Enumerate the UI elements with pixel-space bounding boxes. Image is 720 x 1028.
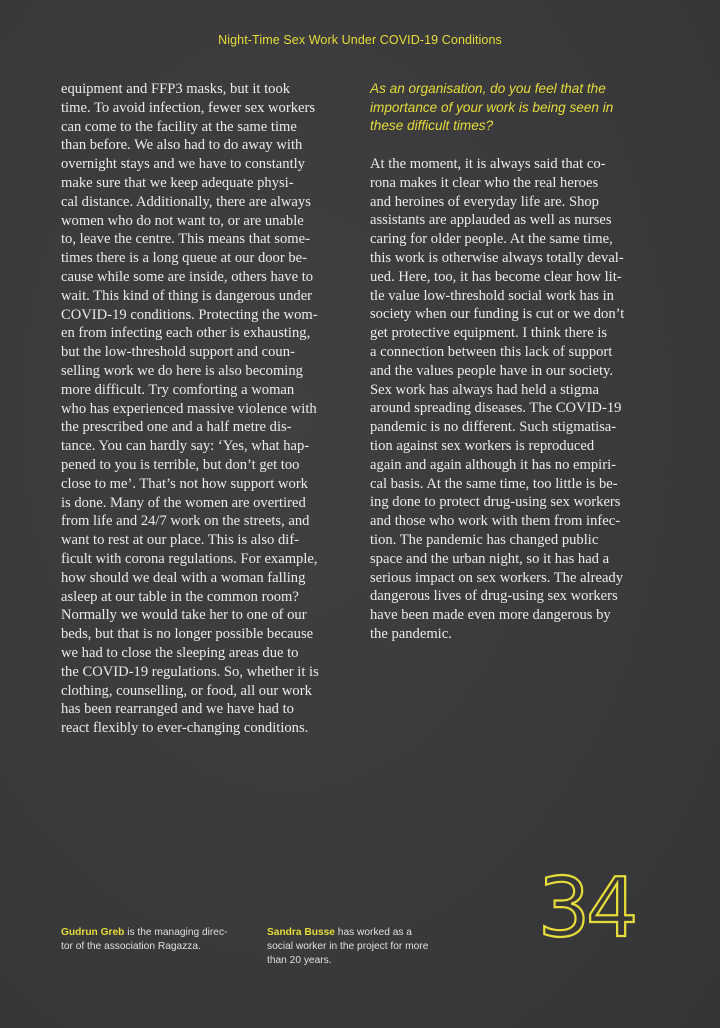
text-line: beds, but that is no longer possible because	[61, 626, 314, 643]
text-line: cal basis. At the same time, too little is be-	[370, 475, 618, 492]
text-line: than before. We also had to do away with	[61, 137, 303, 154]
text-line: At the moment, it is always said that co-	[370, 156, 606, 172]
text-line: clothing, counselling, or food, all our work	[61, 682, 312, 699]
text-line: caring for older people. At the same time,	[370, 231, 613, 248]
text-line: pened to you is terrible, but don’t get too	[61, 456, 300, 473]
author-name: Sandra Busse	[267, 927, 335, 938]
text-line: close to me’. That’s not how support work	[61, 475, 308, 492]
text-line: and heroines of everyday life are. Shop	[370, 193, 599, 210]
text-line: more difficult. Try comforting a woman	[61, 381, 295, 398]
text-line: equipment and FFP3 masks, but it took	[61, 81, 291, 97]
text-line: but the low-threshold support and coun-	[61, 344, 295, 361]
text-line: society when our funding is cut or we don’t	[370, 306, 625, 323]
text-line: ued. Here, too, it has become clear how lit-	[370, 268, 622, 285]
text-line: and the values people have in our society.	[370, 362, 614, 379]
author-bio-sandra-busse	[267, 926, 457, 969]
text-line: COVID-19 conditions. Protecting the wom-	[61, 306, 318, 323]
left-column-text	[61, 80, 355, 738]
text-line: again and again although it has no empiri-	[370, 456, 616, 473]
text-line: make sure that we keep adequate physi-	[61, 174, 294, 191]
text-line: time. To avoid infection, fewer sex workers	[61, 99, 316, 116]
interview-question	[370, 80, 660, 136]
text-line: tion against sex workers is reproduced	[370, 437, 595, 454]
text-line: have been made even more dangerous by	[370, 607, 611, 624]
text-line: who has experienced massive violence with	[61, 400, 317, 417]
text-line: ficult with corona regulations. For example,	[61, 550, 318, 567]
page-number-text: 34	[538, 862, 635, 952]
text-line: women who do not want to, or are unable	[61, 212, 304, 229]
text-line: get protective equipment. I think there is	[370, 325, 608, 342]
text-line: assistants are applauded as well as nurses	[370, 212, 612, 229]
text-line: from life and 24/7 work on the streets, and	[61, 513, 310, 530]
text-line: this work is otherwise always totally deval-	[370, 249, 624, 266]
text-line: times there is a long queue at our door be-	[61, 250, 307, 267]
text-line: en from infecting each other is exhausting,	[61, 325, 311, 342]
bio-text: is the managing direc-	[124, 927, 228, 938]
text-line: pandemic is no different. Such stigmatisa-	[370, 419, 617, 436]
text-line: these difficult times?	[370, 118, 494, 133]
bio-text: than 20 years.	[267, 955, 332, 967]
text-line: tance. You can hardly say: ‘Yes, what hap-	[61, 438, 310, 455]
author-name: Gudrun Greb	[61, 927, 125, 938]
text-line: the COVID-19 regulations. So, whether it is	[61, 663, 319, 680]
text-line: the prescribed one and a half metre dis-	[61, 419, 292, 436]
text-line: cause while some are inside, others have to	[61, 268, 314, 285]
text-line: we had to close the sleeping areas due to	[61, 644, 299, 661]
text-line: space and the urban night, so it has had a	[370, 550, 610, 567]
text-line: and those who work with them from infec-	[370, 513, 621, 530]
text-line: asleep at our table in the common room?	[61, 588, 299, 605]
text-line: importance of your work is being seen in	[370, 99, 614, 115]
text-line: wait. This kind of thing is dangerous under	[61, 287, 313, 304]
text-line: overnight stays and we have to constantly	[61, 156, 305, 173]
text-line: selling work we do here is also becoming	[61, 362, 303, 379]
text-line: As an organisation, do you feel that the	[370, 81, 606, 96]
text-line: can come to the facility at the same time	[61, 118, 297, 135]
bio-text: social worker in the project for more	[267, 941, 429, 953]
text-line: is done. Many of the women are overtired	[61, 494, 306, 511]
text-line: tion. The pandemic has changed public	[370, 531, 599, 548]
text-line: tle value low-threshold social work has in	[370, 287, 614, 304]
page-number	[536, 862, 656, 952]
text-line: Normally we would take her to one of our	[61, 607, 307, 624]
text-line: dangerous lives of drug-using sex workers	[370, 588, 618, 605]
text-line: cal distance. Additionally, there are always	[61, 193, 311, 210]
bio-text: has worked as a	[334, 927, 412, 938]
right-column-text	[370, 155, 660, 644]
text-line: Sex work has always had held a stigma	[370, 381, 599, 398]
running-header: Night-Time Sex Work Under COVID-19 Conditions	[218, 33, 502, 47]
text-line: around spreading diseases. The COVID-19	[370, 400, 622, 417]
text-line: want to rest at our place. This is also dif-	[61, 532, 300, 549]
bio-text: tor of the association Ragazza.	[61, 941, 201, 953]
text-line: has been rearranged and we have had to	[61, 701, 294, 718]
text-line: rona makes it clear who the real heroes	[370, 174, 599, 191]
text-line: the pandemic.	[370, 625, 452, 642]
text-line: ing done to protect drug-using sex workers	[370, 494, 621, 511]
text-line: react flexibly to ever-changing conditions.	[61, 720, 309, 737]
text-line: serious impact on sex workers. The already	[370, 569, 624, 586]
author-bio-gudrun-greb	[61, 926, 251, 954]
text-line: how should we deal with a woman falling	[61, 569, 306, 586]
text-line: to, leave the centre. This means that some-	[61, 231, 310, 248]
text-line: a connection between this lack of support	[370, 343, 613, 360]
